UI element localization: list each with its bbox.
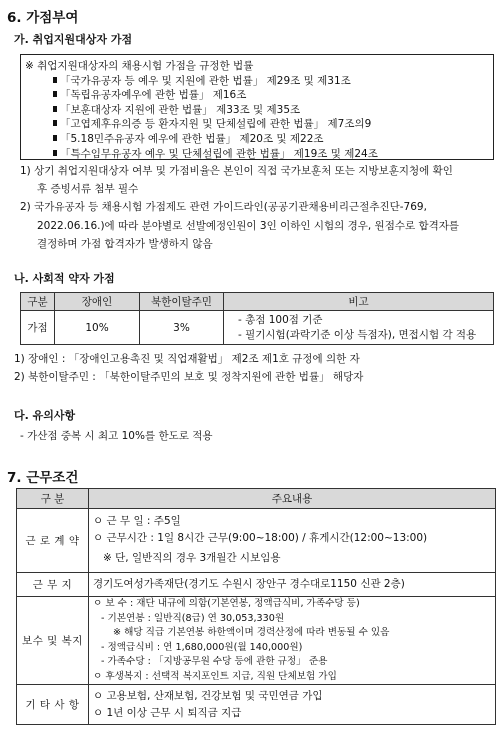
remark-line: - 필기시험(과락기준 이상 득점자), 면접시험 각 적용 (238, 328, 477, 341)
b-notes (14, 350, 363, 386)
section7-title: 7. 근무조건 (7, 470, 79, 486)
social-minority-table (20, 292, 494, 345)
content-line: ※ 단, 일반직의 경우 3개월간 시보임용 (103, 551, 281, 564)
law-item: 「5.18민주유공자 예우에 관한 법률」 제20조 및 제22조 (53, 132, 493, 147)
row-label: 가점 (21, 311, 55, 345)
row-label: 근 로 계 약 (17, 509, 89, 573)
bullet-icon (53, 120, 57, 126)
remarks-cell (224, 311, 494, 345)
note-line: 후 증빙서류 첨부 필수 (37, 183, 139, 196)
workplace-cell (89, 573, 496, 597)
bullet-icon (53, 77, 57, 83)
caution-note: - 가산점 중복 시 최고 10%를 한도로 적용 (20, 430, 213, 442)
bullet-icon (53, 150, 57, 156)
gap-notes (20, 162, 498, 253)
table-header: 주요내용 (89, 489, 496, 509)
row-label: 보수 및 복지 (17, 597, 89, 685)
salary-cell (89, 597, 496, 685)
content-line: ㅇ 근 무 일 : 주5일 (93, 514, 181, 527)
section6-title: 6. 가점부여 (7, 10, 79, 26)
law-item: 「고엽제후유의증 등 환자지원 및 단체설립에 관한 법률」 제7조의9 (53, 117, 493, 132)
table-header: 비고 (224, 293, 494, 311)
table-header: 북한이탈주민 (140, 293, 224, 311)
law-item: 「국가유공자 등 예우 및 지원에 관한 법률」 제29조 및 제31조 (53, 74, 493, 89)
bullet-icon (53, 135, 57, 141)
defector-bonus: 3% (140, 311, 224, 345)
table-header: 구 분 (17, 489, 89, 509)
table-header: 장애인 (55, 293, 140, 311)
bullet-icon (53, 91, 57, 97)
law-item: 「특수임무유공자 예우 및 단체설립에 관한 법률」 제19조 및 제24조 (53, 147, 493, 162)
disabled-bonus: 10% (55, 311, 140, 345)
table-header: 구분 (21, 293, 55, 311)
law-box (20, 54, 494, 160)
content-line: - 가족수당 : 「지방공무원 수당 등에 관한 규정」 준용 (101, 656, 328, 667)
content-line: ※ 해당 직급 기본연봉 하한액이며 경력산정에 따라 변동될 수 있음 (113, 627, 390, 638)
content-line: ㅇ 후생복지 : 선택적 복지포인트 지급, 직원 단체보험 가입 (93, 670, 337, 682)
content-line: ㅇ 보 수 : 재단 내규에 의함(기본연봉, 정액급식비, 가족수당 등) (93, 598, 360, 609)
work-conditions-table (16, 488, 496, 725)
row-label: 근 무 지 (17, 573, 89, 597)
content-line: - 정액급식비 : 연 1,680,000원(월 140,000원) (101, 641, 303, 653)
content-line: - 기본연봉 : 일반직(8급) 연 30,053,330원 (101, 612, 285, 624)
remark-line: - 총점 100점 기준 (238, 313, 323, 326)
note-line: 결정하며 가점 합격자가 발생하지 않음 (37, 237, 213, 250)
note-line: 2) 국가유공자 등 채용시험 가점제도 관련 가이드라인(공공기관채용비리근절추진단-769, (20, 201, 427, 214)
bullet-icon (53, 106, 57, 112)
subsection-c-title: 다. 유의사항 (14, 409, 76, 422)
content-line: ㅇ 근무시간 : 1일 8시간 근무(9:00~18:00) / 휴게시간(12:00~13:00) (93, 531, 428, 544)
note-line: 2) 북한이탈주민 : 「북한이탈주민의 보호 및 정착지원에 관한 법률」 해당자 (14, 371, 364, 383)
subsection-b-title: 나. 사회적 약자 가점 (14, 272, 115, 285)
content-line: ㅇ 1년 이상 근무 시 퇴직금 지급 (93, 706, 242, 719)
note-line: 1) 장애인 : 「장애인고용촉진 및 직업재활법」 제2조 제1호 규정에 의한 자 (14, 353, 360, 365)
law-box-intro: ※ 취업지원대상자의 채용시험 가점을 규정한 법률 (25, 60, 254, 72)
law-item: 「독립유공자예우에 관한 법률」 제16조 (53, 88, 493, 103)
subsection-a-title: 가. 취업지원대상자 가점 (14, 33, 133, 46)
misc-cell (89, 685, 496, 725)
content-line: 경기도여성가족재단(경기도 수원시 장안구 경수대로1150 신관 2층) (93, 578, 405, 590)
note-line: 1) 상기 취업지원대상자 여부 및 가점비율은 본인이 직접 국가보훈처 또는 지방보훈지청에 확인 (20, 165, 453, 177)
row-label: 기 타 사 항 (17, 685, 89, 725)
note-line: 2022.06.16.)에 따라 분야별로 선발예정인원이 3인 이하인 시험의 경우, 원점수로 합격자를 (37, 219, 460, 232)
law-item: 「보훈대상자 지원에 관한 법률」 제33조 및 제35조 (53, 103, 493, 118)
content-line: ㅇ 고용보험, 산재보험, 건강보험 및 국민연금 가입 (93, 689, 323, 702)
contract-cell (89, 509, 496, 573)
